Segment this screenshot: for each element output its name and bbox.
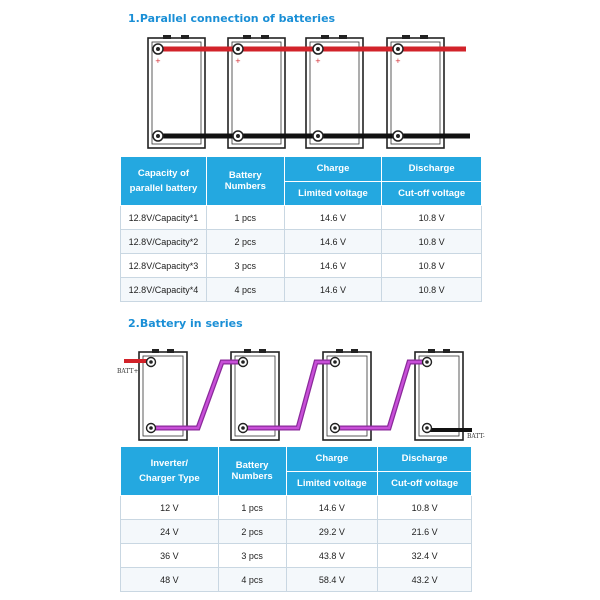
batt-plus-label: BATT+ bbox=[117, 368, 139, 375]
svg-text:+: + bbox=[235, 57, 241, 65]
table-row bbox=[121, 520, 472, 544]
header-charge-2: Charge bbox=[286, 447, 378, 472]
header-limited-voltage: Limited voltage bbox=[284, 181, 382, 206]
cell-discharge: 10.8 V bbox=[382, 206, 482, 230]
table-row bbox=[121, 544, 472, 568]
table-row bbox=[121, 496, 472, 520]
header-inverter-line1: Inverter/ bbox=[150, 458, 189, 469]
cell-discharge: 10.8 V bbox=[382, 278, 482, 302]
header-discharge-2: Discharge bbox=[378, 447, 472, 472]
cell-numbers: 2 pcs bbox=[218, 520, 286, 544]
header-discharge: Discharge bbox=[382, 157, 482, 182]
cell-discharge: 32.4 V bbox=[378, 544, 472, 568]
cell-type: 36 V bbox=[121, 544, 219, 568]
batt-minus-label: BATT- bbox=[467, 433, 485, 440]
cell-numbers: 4 pcs bbox=[206, 278, 284, 302]
cell-capacity: 12.8V/Capacity*2 bbox=[121, 230, 207, 254]
header-capacity-line1: Capacity of bbox=[137, 168, 190, 179]
header-capacity-line2: parallel battery bbox=[129, 183, 198, 194]
cell-discharge: 10.8 V bbox=[378, 496, 472, 520]
cell-discharge: 10.8 V bbox=[382, 254, 482, 278]
cell-charge: 14.6 V bbox=[284, 206, 382, 230]
cell-discharge: 21.6 V bbox=[378, 520, 472, 544]
cell-charge: 43.8 V bbox=[286, 544, 378, 568]
series-table bbox=[120, 446, 472, 592]
header-battery2-line1: Battery bbox=[235, 460, 269, 471]
cell-numbers: 3 pcs bbox=[206, 254, 284, 278]
table-row bbox=[121, 568, 472, 592]
series-section-title: 2.Battery in series bbox=[128, 317, 243, 330]
svg-text:+: + bbox=[155, 57, 161, 65]
svg-text:+: + bbox=[315, 57, 321, 65]
cell-numbers: 1 pcs bbox=[218, 496, 286, 520]
header-battery-numbers-2 bbox=[218, 447, 286, 496]
header-battery-line1: Battery bbox=[228, 170, 262, 181]
header-inverter-type bbox=[121, 447, 219, 496]
cell-charge: 29.2 V bbox=[286, 520, 378, 544]
header-battery2-line2: Numbers bbox=[231, 471, 273, 482]
cell-capacity: 12.8V/Capacity*1 bbox=[121, 206, 207, 230]
cell-numbers: 3 pcs bbox=[218, 544, 286, 568]
cell-numbers: 1 pcs bbox=[206, 206, 284, 230]
cell-type: 12 V bbox=[121, 496, 219, 520]
cell-charge: 14.6 V bbox=[284, 278, 382, 302]
cell-charge: 58.4 V bbox=[286, 568, 378, 592]
cell-capacity: 12.8V/Capacity*4 bbox=[121, 278, 207, 302]
svg-text:+: + bbox=[395, 57, 401, 65]
cell-charge: 14.6 V bbox=[286, 496, 378, 520]
cell-discharge: 43.2 V bbox=[378, 568, 472, 592]
header-charge: Charge bbox=[284, 157, 382, 182]
header-cutoff-voltage: Cut-off voltage bbox=[382, 181, 482, 206]
header-battery-line2: Numbers bbox=[224, 181, 266, 192]
cell-discharge: 10.8 V bbox=[382, 230, 482, 254]
cell-numbers: 2 pcs bbox=[206, 230, 284, 254]
header-cutoff-voltage-2: Cut-off voltage bbox=[378, 471, 472, 496]
cell-type: 24 V bbox=[121, 520, 219, 544]
cell-charge: 14.6 V bbox=[284, 230, 382, 254]
cell-charge: 14.6 V bbox=[284, 254, 382, 278]
cell-capacity: 12.8V/Capacity*3 bbox=[121, 254, 207, 278]
cell-numbers: 4 pcs bbox=[218, 568, 286, 592]
parallel-section-title: 1.Parallel connection of batteries bbox=[128, 12, 336, 25]
header-inverter-line2: Charger Type bbox=[139, 473, 200, 484]
cell-type: 48 V bbox=[121, 568, 219, 592]
header-limited-voltage-2: Limited voltage bbox=[286, 471, 378, 496]
